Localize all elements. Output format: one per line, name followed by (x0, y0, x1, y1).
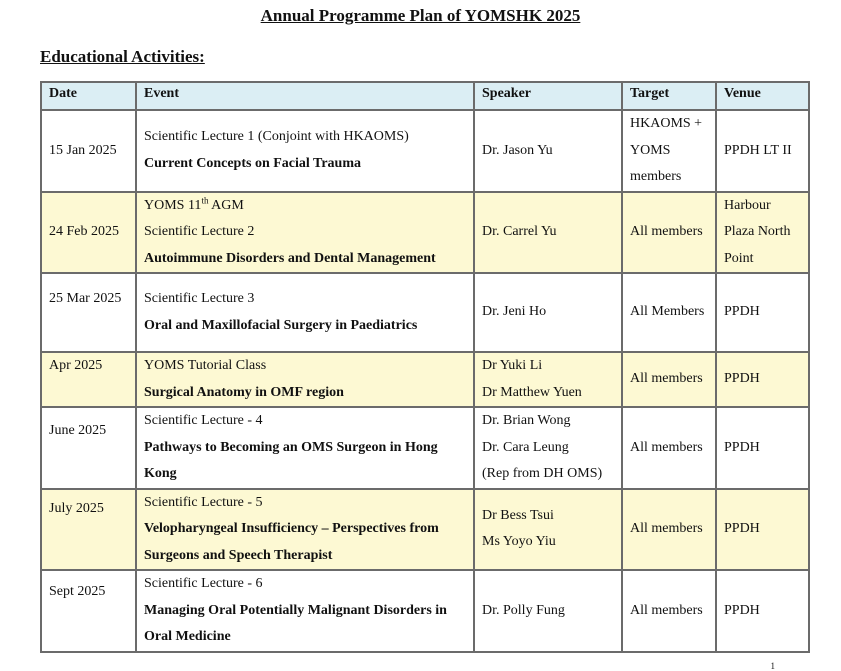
cell-target: All members (622, 407, 716, 489)
page-number: 1 (770, 661, 775, 671)
cell-speaker (474, 407, 622, 489)
cell-target: All Members (622, 273, 716, 352)
cell-venue: PPDH LT II (716, 110, 809, 192)
event-subtitle: Scientific Lecture 3 (144, 291, 255, 306)
section-heading: Educational Activities: (40, 47, 205, 66)
document-title: Annual Programme Plan of YOMSHK 2025 (260, 6, 581, 25)
event-agm-line (144, 193, 466, 220)
cell-speaker: Dr. Polly Fung (474, 570, 622, 652)
cell-date: 15 Jan 2025 (41, 110, 136, 192)
event-title: Oral and Maxillofacial Surgery in Paediatrics (144, 317, 418, 333)
table-row (41, 192, 809, 274)
cell-speaker: Dr. Jeni Ho (474, 273, 622, 352)
speaker-name: Dr Yuki Li (482, 358, 543, 373)
cell-date: June 2025 (41, 407, 136, 489)
speaker-name: Ms Yoyo Yiu (482, 534, 556, 550)
cell-event (136, 273, 474, 352)
activities-table (40, 81, 810, 653)
venue-text: Harbour Plaza North Point (724, 197, 791, 266)
event-title: Current Concepts on Facial Trauma (144, 155, 361, 171)
speaker-name: Dr Matthew Yuen (482, 384, 582, 400)
cell-target: All members (622, 570, 716, 652)
header-row (41, 82, 809, 110)
cell-target: All members (622, 489, 716, 571)
cell-event (136, 407, 474, 489)
cell-event (136, 192, 474, 274)
event-subtitle: Scientific Lecture 1 (Conjoint with HKAOMS) (144, 129, 409, 145)
event-subtitle: Scientific Lecture 2 (144, 224, 255, 239)
agm-suffix: AGM (208, 197, 244, 213)
cell-venue: PPDH (716, 273, 809, 352)
cell-event (136, 570, 474, 652)
target-text: HKAOMS + YOMS members (630, 116, 703, 184)
cell-venue: PPDH (716, 489, 809, 571)
cell-speaker (474, 352, 622, 407)
speaker-name: Dr. Brian Wong (482, 413, 571, 428)
table-row (41, 273, 809, 352)
header-venue: Venue (716, 82, 809, 110)
event-subtitle: Scientific Lecture - 6 (144, 576, 263, 591)
cell-venue: PPDH (716, 352, 809, 407)
cell-event (136, 489, 474, 571)
cell-date: Sept 2025 (41, 570, 136, 652)
speaker-affiliation: (Rep from DH OMS) (482, 466, 603, 481)
cell-venue (716, 192, 809, 274)
header-event: Event (136, 82, 474, 110)
event-title: Surgical Anatomy in OMF region (144, 384, 344, 400)
event-title: Pathways to Becoming an OMS Surgeon in Hong Kong (144, 439, 438, 481)
cell-date: Apr 2025 (41, 352, 136, 407)
event-title: Autoimmune Disorders and Dental Management (144, 250, 436, 266)
cell-speaker: Dr. Jason Yu (474, 110, 622, 192)
event-subtitle: Scientific Lecture - 5 (144, 494, 263, 510)
cell-venue: PPDH (716, 570, 809, 652)
cell-target (622, 110, 716, 192)
cell-date: July 2025 (41, 489, 136, 571)
event-title: Managing Oral Potentially Malignant Disorders in Oral Medicine (144, 602, 447, 644)
cell-event (136, 110, 474, 192)
agm-superscript: th (201, 194, 209, 205)
table-row (41, 489, 809, 571)
cell-speaker (474, 489, 622, 571)
event-subtitle: YOMS Tutorial Class (144, 358, 267, 373)
cell-target: All members (622, 192, 716, 274)
cell-date: 24 Feb 2025 (41, 192, 136, 274)
cell-venue: PPDH (716, 407, 809, 489)
event-subtitle: Scientific Lecture - 4 (144, 413, 263, 428)
date-text: 25 Mar 2025 (49, 291, 122, 307)
table-row (41, 352, 809, 407)
cell-target: All members (622, 352, 716, 407)
speaker-name: Dr Bess Tsui (482, 507, 554, 523)
cell-event (136, 352, 474, 407)
agm-prefix: YOMS 11 (144, 197, 202, 213)
speaker-name: Dr. Cara Leung (482, 439, 569, 455)
header-speaker: Speaker (474, 82, 622, 110)
header-target: Target (622, 82, 716, 110)
event-title: Velopharyngeal Insufficiency – Perspectives from Surgeons and Speech Therapist (144, 521, 439, 563)
table-row (41, 407, 809, 489)
header-date: Date (41, 82, 136, 110)
cell-date (41, 273, 136, 352)
table-row (41, 570, 809, 652)
table-row (41, 110, 809, 192)
cell-speaker: Dr. Carrel Yu (474, 192, 622, 274)
